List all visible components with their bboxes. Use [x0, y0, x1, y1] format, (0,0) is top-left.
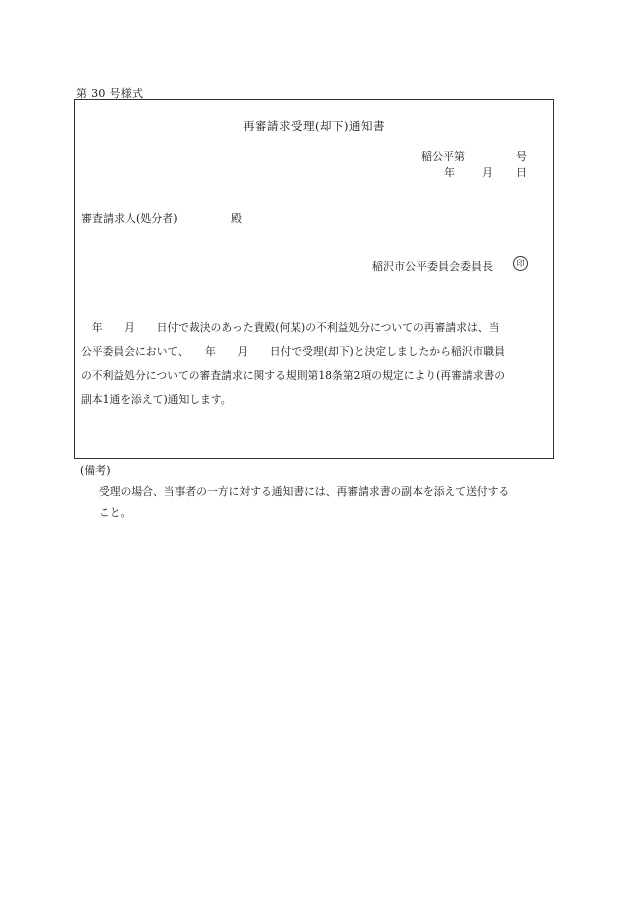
document-number-prefix: 稲公平第 — [421, 150, 465, 163]
remarks-line: 受理の場合、当事者の一方に対する通知書には、再審請求書の副本を添えて送付する — [99, 485, 510, 498]
remarks-line: こと。 — [99, 506, 132, 519]
notice-body-line: 公平委員会において、 年 月 日付で受理(却下)と決定しましたから稲沢市職員 — [81, 345, 505, 358]
notice-body — [81, 316, 547, 412]
honorific: 殿 — [231, 212, 242, 225]
date-year-label: 年 — [444, 166, 455, 179]
notice-body-line: の不利益処分についての審査請求に関する規則第18条第2項の規定により(再審請求書の — [81, 369, 506, 382]
remarks-body — [99, 481, 555, 523]
sender-title: 稲沢市公平委員会委員長 — [372, 260, 493, 273]
remarks-heading: (備考) — [80, 464, 111, 477]
form-number: 第 30 号様式 — [76, 87, 144, 100]
notice-frame — [74, 99, 554, 459]
notice-body-line: 年 月 日付で裁決のあった貴殿(何某)の不利益処分についての再審請求は、当 — [81, 321, 500, 334]
document-number-suffix: 号 — [516, 150, 527, 163]
notice-body-line: 副本1通を添えて)通知します。 — [81, 393, 232, 406]
notice-title: 再審請求受理(却下)通知書 — [243, 119, 385, 133]
date-month-label: 月 — [482, 166, 493, 179]
seal-icon: 印 — [513, 256, 528, 271]
addressee-label: 審査請求人(処分者) — [81, 212, 178, 225]
date-day-label: 日 — [516, 166, 527, 179]
